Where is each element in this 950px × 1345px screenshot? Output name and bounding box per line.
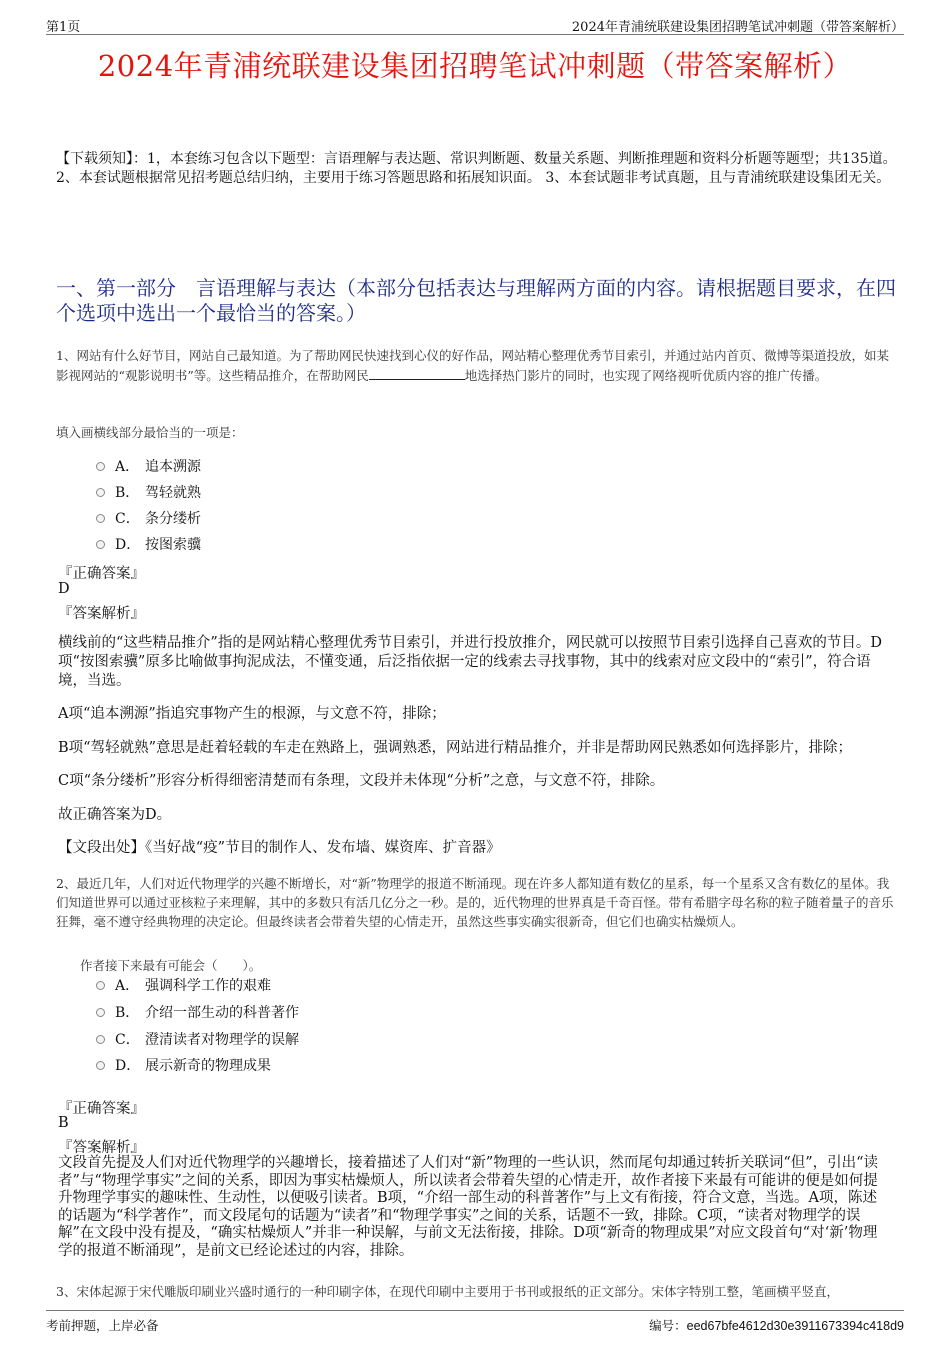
answer-label: 『正确答案』 <box>58 1101 145 1117</box>
analysis-paragraph: C项“条分缕析”形容分析得细密清楚而有条理，文段并未体现“分析”之意，与文意不符，排除。 <box>58 773 665 789</box>
fill-blank <box>369 367 465 380</box>
page-title: 2024年青浦统联建设集团招聘笔试冲刺题（带答案解析） <box>97 49 853 83</box>
question-1-prompt: 填入画横线部分最恰当的一项是： <box>56 425 244 440</box>
option-c[interactable]: C． 澄清读者对物理学的误解 <box>96 1028 299 1050</box>
radio-icon[interactable] <box>96 1035 105 1044</box>
radio-icon[interactable] <box>96 540 105 549</box>
analysis-paragraph: 故正确答案为D。 <box>58 807 172 823</box>
analysis-paragraph: A项“追本溯源”指追究事物产生的根源，与文意不符，排除； <box>58 706 446 722</box>
option-b[interactable]: B． 介绍一部生动的科普著作 <box>96 1001 299 1023</box>
option-a[interactable]: A． 追本溯源 <box>96 455 201 477</box>
page-footer <box>46 1310 904 1333</box>
footer-slogan: 考前押题，上岸必备 <box>46 1318 159 1333</box>
radio-icon[interactable] <box>96 1061 105 1070</box>
answer-label: 『正确答案』 <box>58 566 145 582</box>
question-1-stem: 1、网站有什么好节目，网站自己最知道。为了帮助网民快速找到心仪的好作品，网站精心整理优秀节目索引，并通过站内首页、微博等渠道投放，如某影视网站的“观影说明书”等。这些精品推介，在帮助网民 地选择热门影片的同时，也实现了网络视听优质内容的推广传播。 <box>56 348 889 383</box>
option-c[interactable]: C． 条分缕析 <box>96 507 201 529</box>
answer-value: D <box>58 581 70 597</box>
option-d[interactable]: D． 按图索骥 <box>96 533 201 555</box>
section-heading: 一、第一部分 言语理解与表达（本部分包括表达与理解两方面的内容。请根据题目要求，在四个选项中选出一个最恰当的答案。） <box>56 276 896 325</box>
option-d[interactable]: D． 展示新奇的物理成果 <box>96 1054 271 1076</box>
radio-icon[interactable] <box>96 514 105 523</box>
analysis-label: 『答案解析』 <box>58 606 145 622</box>
analysis-paragraph: 横线前的“这些精品推介”指的是网站精心整理优秀节目索引，并进行投放推介，网民就可以按照节目索引选择自己喜欢的节目。D项“按图索骥”原多比喻做事拘泥成法，不懂变通，后泛指依据一定的线索去寻找事物，其中的线索对应文段中的“索引”，符合语境，当选。 <box>58 635 882 689</box>
question-2-stem: 2、最近几年，人们对近代物理学的兴趣不断增长，对“新”物理学的报道不断涌现。现在许多人都知道有数亿的星系，每一个星系又含有数亿的星体。我们知道世界可以通过亚核粒子来理解，其中的多数只有活几亿分之一秒。是的，近代物理的世界真是千奇百怪。带有希腊字母名称的粒子随着量子的音乐狂舞，毫不遵守经典物理的决定论。但最终读者会带着失望的心情走开，虽然这些事实确实很新奇，但它们也确实枯燥烦人。 <box>56 876 894 929</box>
page-header <box>46 14 904 35</box>
radio-icon[interactable] <box>96 1008 105 1017</box>
question-3-stem: 3、宋体起源于宋代雕版印刷业兴盛时通行的一种印刷字体，在现代印刷中主要用于书刊或报纸的正文部分。宋体字特别工整，笔画横平竖直， <box>56 1284 839 1299</box>
option-b[interactable]: B． 驾轻就熟 <box>96 481 201 503</box>
page-number: 第1页 <box>46 20 81 35</box>
download-notice: 【下载须知】：1，本套练习包含以下题型：言语理解与表达题、常识判断题、数量关系题、判断推理题和资料分析题等题型；共135道。 2、本套试题根据常见招考题总结归纳，主要用于练习答题思路和拓展知识面。 3、本套试题非考试真题，且与青浦统联建设集团无关。 <box>56 151 897 186</box>
header-doc-title: 2024年青浦统联建设集团招聘笔试冲刺题（带答案解析） <box>571 20 904 35</box>
question-2-prompt: 作者接下来最有可能会（ ）。 <box>80 958 262 973</box>
source-citation: 【文段出处】《当好战“疫”节目的制作人、发布墙、媒资库、扩音器》 <box>58 840 501 856</box>
analysis-paragraph: 文段首先提及人们对近代物理学的兴趣增长，接着描述了人们对“新”物理的一些认识，然而尾句却通过转折关联词“但”，引出“读者”与“物理学事实”之间的关系，即因为事实枯燥烦人，所以读者会带着失望的心情走开，故作者接下来最有可能讲的便是如何提升物理学事实的趣味性、生动性，以便吸引读者。B项，“介绍一部生动的科普著作”与上文有衔接，符合文意，当选。A项，陈述的话题为“科学著作”，而文段尾句的话题为“读者”和“物理学事实”之间的关系，话题不一致，排除。C项，“读者对物理学的误解”在文段中没有提及，“确实枯燥烦人”并非一种误解，与前文无法衔接，排除。D项“新奇的物理成果”对应文段首句“对‘新’物理学的报道不断涌现”，是前文已经论述过的内容，排除。 <box>58 1155 879 1259</box>
document-id: 编号：eed67bfe4612d30e3911673394c418d9 <box>649 1318 904 1333</box>
analysis-label: 『答案解析』 <box>58 1140 145 1156</box>
answer-value: B <box>58 1115 69 1131</box>
radio-icon[interactable] <box>96 488 105 497</box>
option-a[interactable]: A． 强调科学工作的艰难 <box>96 974 271 996</box>
analysis-paragraph: B项“驾轻就熟”意思是赶着轻载的车走在熟路上，强调熟悉，网站进行精品推介，并非是帮助网民熟悉如何选择影片，排除； <box>58 740 852 756</box>
radio-icon[interactable] <box>96 462 105 471</box>
radio-icon[interactable] <box>96 981 105 990</box>
